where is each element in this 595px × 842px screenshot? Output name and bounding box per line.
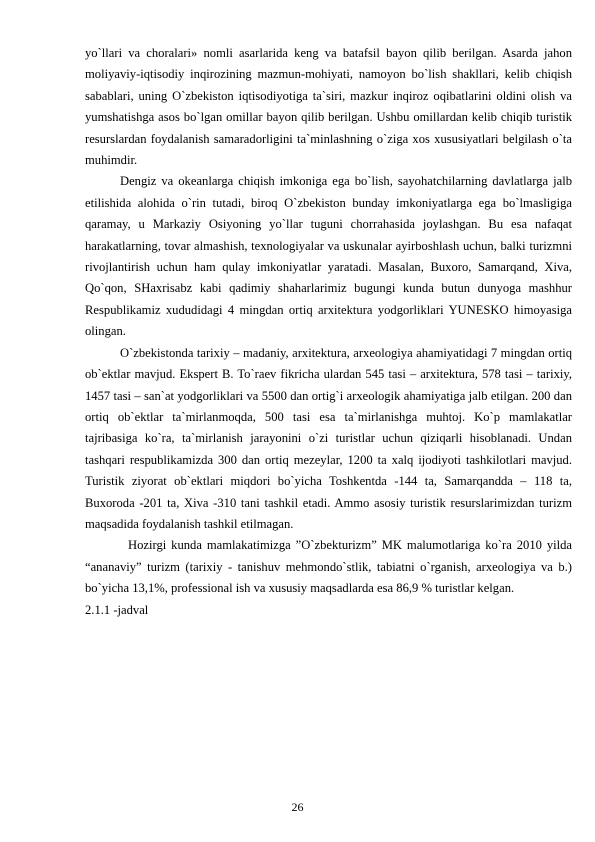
- table-label: 2.1.1 -jadval: [85, 602, 149, 617]
- paragraph-4: Hozirgi kunda mamlakatimizga ”O`zbekturizm” MK malumotlariga ko`ra 2010 yilda “ananaviy” turizm (tarixiy - tanishuv mehmondo`stlik, tabiatni o`rganish, arxeologiya va b.) bo`yicha 13,1%, professional ish va xususiy maqsadlarda esa 86,9 % turistlar kelgan.: [85, 538, 572, 596]
- paragraph-1: yo`llari va choralari» nomli asarlarida keng va batafsil bayon qilib berilgan. Asarda jahon moliyaviy-iqtisodiy inqirozining mazmun-mohiyati, namoyon bo`lish shakllari, kelib chiqish sabablari, uning O`zbekiston iqtisodiyotiga ta`siri, mazkur inqiroz oqibatlarini oldini olish va yumshatishga asos bo`lgan omillar bayon qilib berilgan. Ushbu omillardan kelib chiqib turistik resurslardan foydalanish samaradorligini ta`minlashning o`ziga xos xususiyatlari belgilash o`ta muhimdir.: [85, 46, 572, 168]
- page-number: 26: [291, 800, 304, 814]
- document-body: [85, 43, 572, 621]
- paragraph-2: Dengiz va okeanlarga chiqish imkoniga ega bo`lish, sayohatchilarning davlatlarga jalb etilishida alohida o`rin tutadi, biroq O`zbekiston bunday imkoniyatlarga ega bo`lmasligiga qaramay, u Markaziy Osiyoning yo`llar tuguni chorrahasida joylashgan. Bu esa nafaqat harakatlarning, tovar almashish, texnologiyalar va uskunalar ayirboshlash uchun, balki turizmni rivojlantirish uchun ham qulay imkoniyatlar yaratadi. Masalan, Buxoro, Samarqand, Xiva, Qo`qon, SHaxrisabz kabi qadimiy shaharlarimiz bugungi kunda butun dunyoga mashhur Respublikamiz xududidagi 4 mingdan ortiq arxitektura yodgorliklari YUNESKO himoyasiga olingan.: [85, 174, 572, 339]
- paragraph-3: O`zbekistonda tarixiy – madaniy, arxitektura, arxeologiya ahamiyatidagi 7 mingdan ortiq ob`ektlar mavjud. Ekspert B. To`raev fikricha ulardan 545 tasi – arxitektura, 578 tasi – tarixiy, 1457 tasi – san`at yodgorliklari va 5500 dan ortig`i arxeologik ahamiyatiga jalb etilgan. 200 dan ortiq ob`ektlar ta`mirlanmoqda, 500 tasi esa ta`mirlanishga muhtoj. Ko`p mamlakatlar tajribasiga ko`ra, ta`mirlanish jarayonini o`zi turistlar uchun qiziqarli hisoblanadi. Undan tashqari respublikamizda 300 dan ortiq mezeylar, 1200 ta xalq ijodiyoti tashkilotlari mavjud. Turistik ziyorat ob`ektlari miqdori bo`yicha Toshkentda -144 ta, Samarqandda – 118 ta, Buxoroda -201 ta, Xiva -310 tani tashkil etadi. Ammo asosiy turistik resurslarimizdan turizm maqsadida foydalanish tashkil etilmagan.: [85, 345, 572, 531]
